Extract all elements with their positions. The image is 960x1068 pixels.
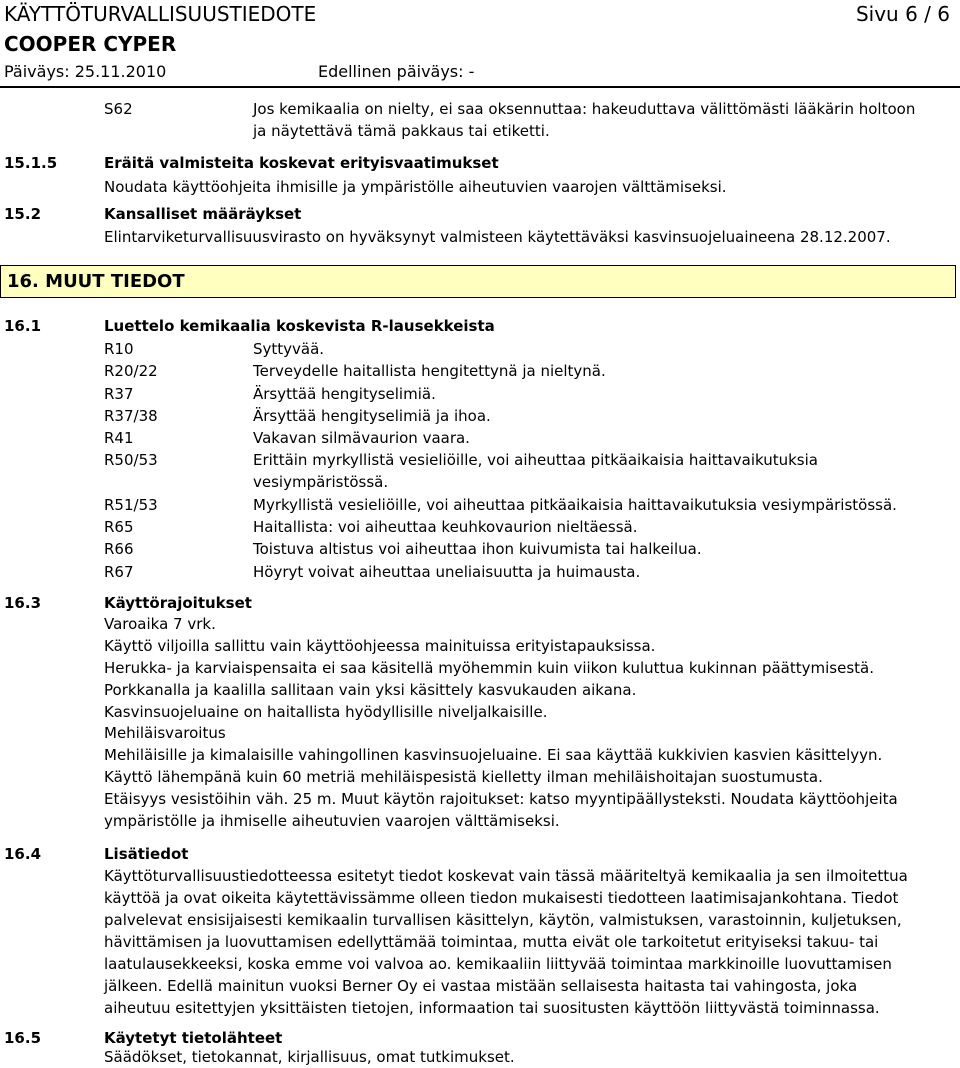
r-phrase-text: Syttyvää.	[253, 340, 325, 358]
restriction-line: Käyttö lähempänä kuin 60 metriä mehiläispesistä kielletty ilman mehiläishoitajan suostumusta.	[104, 768, 823, 786]
page-number: Sivu 6 / 6	[855, 2, 950, 26]
header-divider	[0, 86, 960, 88]
additional-info-line: käyttöä ja ovat oikeita käytettävissämme olleen tiedon mukaisesti tiedotteen laatimisajankohtana. Tiedot	[104, 889, 899, 907]
section-16-4-number: 16.4	[4, 845, 42, 863]
r-phrase-text: Ärsyttää hengityselimiä ja ihoa.	[253, 407, 491, 425]
r-phrase-text: Terveydelle haitallista hengitettynä ja nieltynä.	[253, 362, 606, 380]
section-15-2-title: Kansalliset määräykset	[104, 205, 302, 223]
section-15-1-5-text: Noudata käyttöohjeita ihmisille ja ympäristölle aiheutuvien vaarojen välttämiseksi.	[104, 178, 727, 196]
previous-date: Edellinen päiväys: -	[318, 62, 475, 81]
r-phrase-text: Haitallista: voi aiheuttaa keuhkovaurion nieltäessä.	[253, 518, 638, 536]
additional-info-line: aiheutuu esitettyjen yksittäisten tietojen, informaation tai suositusten käyttöön liittyvästä toiminnassa.	[104, 999, 880, 1017]
r-phrase-text: Höyryt voivat aiheuttaa uneliaisuutta ja huimausta.	[253, 563, 641, 581]
r-phrase-text: Myrkyllistä vesieliöille, voi aiheuttaa pitkäaikaisia haittavaikutuksia vesiympäristössä.	[253, 496, 897, 514]
section-16-5-number: 16.5	[4, 1029, 42, 1047]
product-name: COOPER CYPER	[4, 32, 177, 56]
restriction-line: Etäisyys vesistöihin väh. 25 m. Muut käytön rajoitukset: katso myyntipäällysteksti. Noudata käyttöohjeita	[104, 790, 898, 808]
r-phrase-text-continued: vesiympäristössä.	[253, 473, 389, 491]
section-15-1-5-title: Eräitä valmisteita koskevat erityisvaatimukset	[104, 154, 499, 172]
s62-text-line-1: Jos kemikaalia on nielty, ei saa oksennuttaa: hakeuduttava välittömästi lääkärin holtoon	[253, 100, 916, 118]
r-phrase-text: Ärsyttää hengityselimiä.	[253, 385, 436, 403]
section-16-4-title: Lisätiedot	[104, 845, 189, 863]
section-16-3-title: Käyttörajoitukset	[104, 594, 252, 612]
additional-info-line: laatulausekkeeksi, koska emme voi valvoa ao. kemikaaliin liittyvää toimintaa markkinoille luovuttamisen	[104, 955, 892, 973]
r-phrase-text: Erittäin myrkyllistä vesieliöille, voi aiheuttaa pitkäaikaisia haittavaikutuksia	[253, 451, 818, 469]
issue-date: Päiväys: 25.11.2010	[4, 62, 167, 81]
section-16-header	[0, 265, 956, 298]
section-16-5-title: Käytetyt tietolähteet	[104, 1029, 283, 1047]
r-phrase-text: Toistuva altistus voi aiheuttaa ihon kuivumista tai halkeilua.	[253, 540, 702, 558]
section-15-2-text: Elintarviketurvallisuusvirasto on hyväksynyt valmisteen käytettäväksi kasvinsuojeluaineena 28.12.2007.	[104, 228, 891, 246]
additional-info-line: palvelevat ensisijaisesti kemikaalin turvallisen käsittelyn, käytön, valmistuksen, varastoinnin, kuljetuksen,	[104, 911, 902, 929]
r-phrase-code: R41	[104, 429, 134, 447]
restriction-line: Mehiläisille ja kimalaisille vahingollinen kasvinsuojeluaine. Ei saa käyttää kukkivien kasvien käsittelyyn.	[104, 746, 883, 764]
additional-info-line: Käyttöturvallisuustiedotteessa esitetyt tiedot koskevat vain tässä määriteltyä kemikaalia ja sen ilmoitettua	[104, 867, 908, 885]
r-phrase-code: R10	[104, 340, 134, 358]
section-16-3-number: 16.3	[4, 594, 42, 612]
section-16-1-number: 16.1	[4, 317, 42, 335]
section-15-2-number: 15.2	[4, 205, 42, 223]
restriction-line: Mehiläisvaroitus	[104, 724, 226, 742]
r-phrase-code: R65	[104, 518, 134, 536]
section-16-title: 16. MUUT TIEDOT	[7, 271, 185, 292]
restriction-line: Porkkanalla ja kaalilla sallitaan vain yksi käsittely kasvukauden aikana.	[104, 681, 637, 699]
r-phrase-code: R67	[104, 563, 134, 581]
restriction-line: ympäristölle ja ihmiselle aiheutuvien vaarojen välttämiseksi.	[104, 812, 560, 830]
r-phrase-code: R50/53	[104, 451, 158, 469]
additional-info-line: hävittämisen ja luovuttamisen edellyttämää toimintaa, mutta eivät ole tarkoitetut erityiseksi takuu- tai	[104, 933, 879, 951]
restriction-line: Käyttö viljoilla sallittu vain käyttöohjeessa mainituissa erityistapauksissa.	[104, 637, 656, 655]
r-phrase-text: Vakavan silmävaurion vaara.	[253, 429, 470, 447]
s62-code: S62	[104, 100, 133, 118]
r-phrase-code: R66	[104, 540, 134, 558]
additional-info-line: jälkeen. Edellä mainitun vuoksi Berner Oy ei vastaa mistään sellaisesta haitasta tai vahingosta, joka	[104, 977, 858, 995]
section-16-1-title: Luettelo kemikaalia koskevista R-lausekkeista	[104, 317, 495, 335]
r-phrase-code: R37	[104, 385, 134, 403]
restriction-line: Kasvinsuojeluaine on haitallista hyödyllisille niveljalkaisille.	[104, 703, 548, 721]
s62-text-line-2: ja näytettävä tämä pakkaus tai etiketti.	[253, 122, 550, 140]
section-15-1-5-number: 15.1.5	[4, 154, 58, 172]
r-phrase-code: R20/22	[104, 362, 158, 380]
restriction-line: Herukka- ja karviaispensaita ei saa käsitellä myöhemmin kuin viikon kuluttua kukinnan päättymisestä.	[104, 659, 874, 677]
section-16-5-text: Säädökset, tietokannat, kirjallisuus, omat tutkimukset.	[104, 1048, 515, 1066]
document-title: KÄYTTÖTURVALLISUUSTIEDOTE	[4, 2, 317, 26]
restriction-line: Varoaika 7 vrk.	[104, 615, 216, 633]
r-phrase-code: R37/38	[104, 407, 158, 425]
r-phrase-code: R51/53	[104, 496, 158, 514]
